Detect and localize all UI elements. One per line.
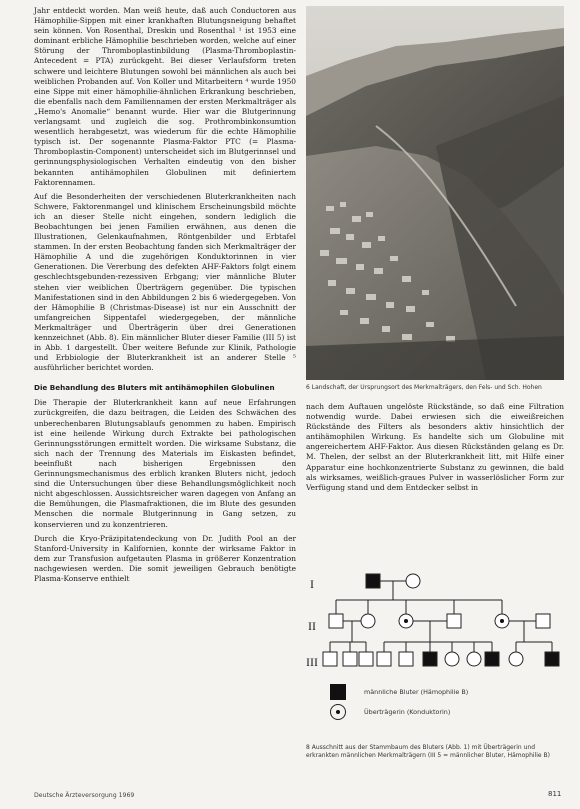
male-symbol — [447, 614, 461, 628]
body-paragraph: Jahr entdeckt worden. Man weiß heute, daß auch Conductoren aus Hämophilie-Sippen mit einer krankhaften Blutungsneigung behaftet sein können. Von Rosenthal, Dreskin und Rosenthal ¹ ist 1953 eine dominant erbliche Hämophilie beschrieben worden, welche auf einer Störung der Thromboplastinbildung (Plasma-Thromboplastin-Antecedent = PTA) zurückgeht. Bei dieser Verlaufsform treten schwere und leichtere Blutungen sowohl bei männlichen als auch bei weiblichen Probanden auf. Von Koller und Mitarbeitern ⁴ wurde 1950 eine Sippe mit einer hämophilie-ähnlichen Erkrankung beschrieben, die ebenfalls nach dem Familiennamen der ersten Merkmalträger als „Hemo's Anomalie“ benannt wurde. Hier war die Blutgerinnung verlangsamt und zugleich die sog. Prothrombinkonsumtion wesentlich herabgesetzt, was wiederum für die echte Hämophilie typisch ist. Der sogenannte Plasma-Faktor PTC (= Plasma-Thromboplastin-Component) unterscheidet sich im Blutgerinnsel und gerinnungsphysiologischen Verhalten eindeutig von den bisher bekannten antihämophilen Globulinen mit definiertem Faktorennamen. — [34, 6, 296, 187]
section-heading: Die Behandlung des Bluters mit antihämophilen Globulinen — [34, 383, 275, 393]
photo-caption: 6 Landschaft, der Ursprungsort des Merkmalträgers, den Fels- und Sch. Hohen — [306, 384, 542, 391]
page-footer: Deutsche Ärzteversorgung 1969 — [34, 792, 135, 799]
male-symbol — [323, 652, 337, 666]
female-symbol — [467, 652, 481, 666]
pedigree-legend — [330, 682, 560, 722]
male-symbol — [329, 614, 343, 628]
generation-label-1: I — [310, 577, 314, 591]
generation-label-3: III — [306, 655, 318, 669]
male-symbol — [343, 652, 357, 666]
affected-male-symbol — [423, 652, 437, 666]
body-paragraph: Durch die Kryo-Präzipitatendeckung von Dr. Judith Pool an der Stanford-University in Kalifornien, konnte der wirksame Faktor in dem zur Transfusion aufgetauten Plasma in größerer Konzentration nachgewiesen werden. Die somit jeweiligen Gebrauch benötigte Plasma-Konserve enthielt — [34, 533, 296, 583]
legend-item-carrier — [330, 702, 560, 722]
female-symbol — [445, 652, 459, 666]
male-symbol — [359, 652, 373, 666]
affected-male-symbol — [545, 652, 559, 666]
figure-caption: 8 Ausschnitt aus der Stammbaum des Bluters (Abb. 1) mit Überträgerin und erkrankten männlichen Merkmalträgern (III 5 = männlicher Bluter, Hämophilie B) — [306, 744, 550, 759]
affected-male-symbol — [366, 574, 380, 588]
body-paragraph: Auf die Besonderheiten der verschiedenen Bluterkrankheiten nach Schwere, Faktorenmangel und klinischem Erscheinungsbild möchte ich an dieser Stelle nicht eingehen, sondern lediglich die Beobachtungen bei jenen Familien erwähnen, aus denen die Illustrationen, Gelenkaufnahmen, Röntgenbilder und Erbtafel stammen. In der ersten Beobachtung fanden sich Merkmalträger der Hämophilie A und die zugehörigen Konduktorinnen in vier Generationen. Die Vererbung des defekten AHF-Faktors folgt einem geschlechtsgebunden-rezessiven Erbgang; vier männliche Bluter stehen vier weiblichen Überträgern gegenüber. Die typischen Manifestationen sind in den Abbildungen 2 bis 6 wiedergegeben. Von der Hämophilie B (Christmas-Disease) ist nur ein Ausschnitt der umfangreichen Sippentafel wiedergegeben, der männliche Merkmalträger und Überträgerin über drei Generationen kennzeichnet (Abb. 8). Ein männlicher Bluter dieser Familie (III 5) ist in Abb. 1 dargestellt. Über weitere Befunde zur Klinik, Pathologie und Erbbiologie der Bluterkrankheit ist an anderer Stelle ⁵ ausführlicher berichtet worden. — [34, 191, 296, 373]
affected-male-legend-icon — [330, 684, 346, 700]
right-text-column — [306, 402, 564, 493]
legend-label: Überträgerin (Konduktorin) — [364, 708, 451, 716]
female-symbol — [361, 614, 375, 628]
female-symbol — [509, 652, 523, 666]
male-symbol — [377, 652, 391, 666]
landscape-photo — [306, 6, 564, 380]
body-paragraph: Die Therapie der Bluterkrankheit kann auf neue Erfahrungen zurückgreifen, die dazu beitragen, die Leiden des Schwächen des unberechenbaren Blutungsablaufs genommen zu haben. Empirisch ist eine heilende Wirkung durch Extrakte bei pathologischen Gerinnungsstörungen ermittelt worden. Die wirksame Substanz, die sich nach der Trennung des Materials im Eiskasten befindet, beeinflußt nach bisherigen Ergebnissen den Gerinnungsmechanismus des erblich kranken Bluters nicht, jedoch sind die Untersuchungen über diese Behandlungsmöglichkeit noch nicht abgeschlossen. Aussichtsreicher waren dagegen von Anfang an die Bemühungen, die Plasmafraktionen, die im Blute des gesunden Menschen die normale Blutgerinnung in Gang setzen, zu konservieren und zu konzentrieren. — [34, 398, 296, 529]
generation-label-2: II — [308, 619, 316, 633]
left-text-column — [34, 6, 296, 588]
female-symbol — [406, 574, 420, 588]
page-number: 811 — [548, 790, 562, 798]
male-symbol — [536, 614, 550, 628]
landscape-photo-drawing — [306, 6, 564, 380]
affected-male-symbol — [485, 652, 499, 666]
carrier-female-legend-icon — [330, 704, 346, 720]
male-symbol — [399, 652, 413, 666]
legend-label: männliche Bluter (Hämophilie B) — [364, 688, 469, 696]
legend-item-affected — [330, 682, 560, 702]
body-paragraph: nach dem Auftauen ungelöste Rückstände, so daß eine Filtration notwendig wurde. Dabei erwiesen sich die eiweißreichen Rückstände des Filters als besonders aktiv hinsichtlich der antihämophilen Wirkung. Es handelte sich um Globuline mit angereichertem AHF-Faktor. Aus diesen Rückständen gelang es Dr. M. Thelen, der selbst an der Bluterkrankheit litt, mit Hilfe einer Apparatur eine hochkonzentrierte Substanz zu gewinnen, die bald als wirksames, weißlich-graues Pulver in wasserlöslicher Form zur Verfügung stand und dem Entdecker selbst in — [306, 402, 564, 492]
pedigree-drawing — [306, 562, 564, 682]
